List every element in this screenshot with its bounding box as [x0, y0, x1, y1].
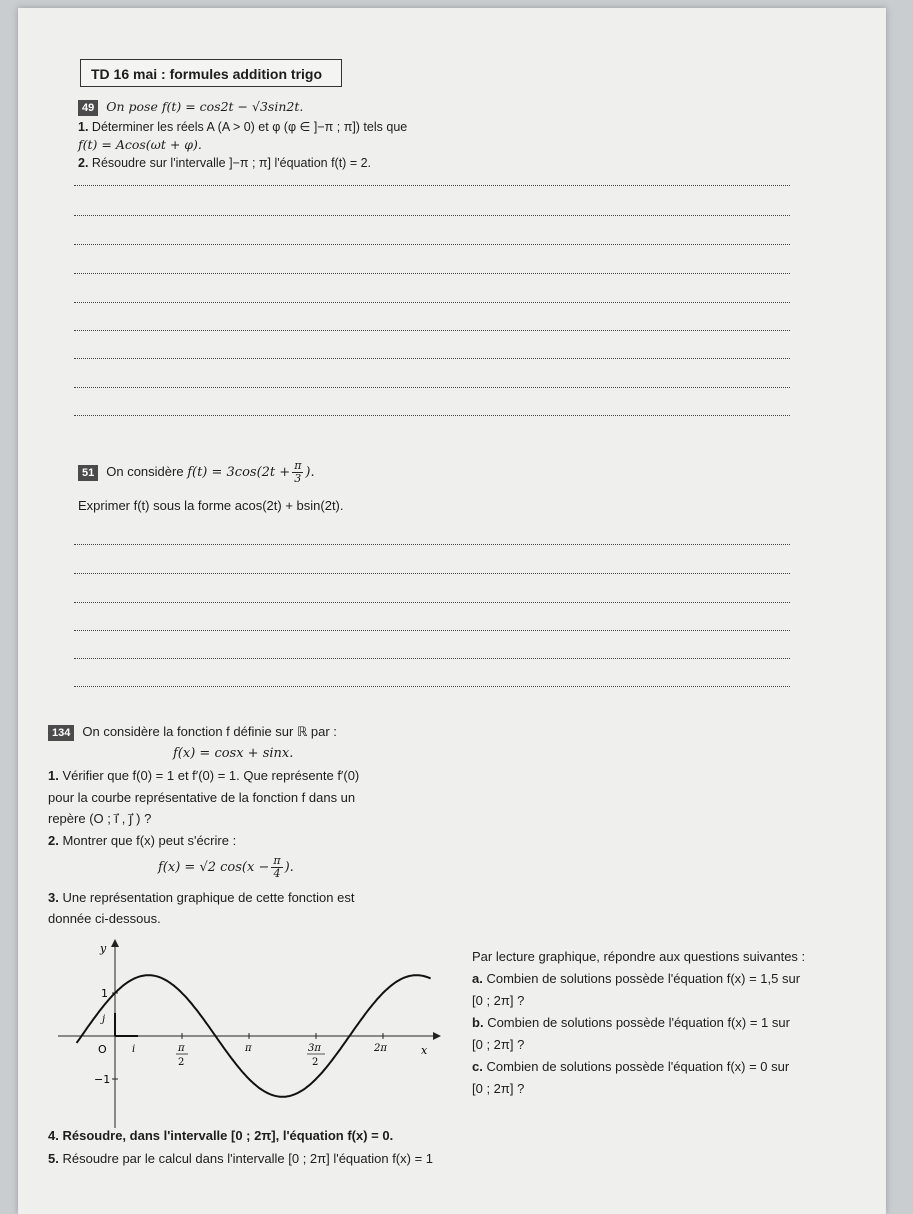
ex134-q2-text: Montrer que f(x) peut s'écrire : — [62, 833, 237, 848]
answer-line — [74, 686, 790, 687]
y-tick-m1-label: −1 — [94, 1073, 111, 1086]
question-a-line — [472, 968, 872, 990]
ex134-q2-formula-b: ). — [284, 860, 294, 875]
ex49-q2-label: 2. — [78, 156, 89, 170]
question-b-interval: [0 ; 2π] ? — [472, 1037, 525, 1052]
ex134-q1-text-a: Vérifier que f(0) = 1 et f′(0) = 1. Que représente f′(0) — [62, 768, 360, 783]
function-graph — [58, 933, 478, 1133]
origin-label: O — [98, 1043, 107, 1056]
answer-line — [74, 630, 790, 631]
answer-line — [74, 415, 790, 416]
worksheet-page — [18, 8, 886, 1214]
ex51-frac-den: 3 — [294, 472, 302, 486]
x-axis-arrow — [433, 1032, 441, 1040]
ex134-intro-line — [48, 724, 337, 741]
question-b-label: b. — [472, 1015, 484, 1030]
x-tick-pi2-den: 2 — [178, 1057, 185, 1068]
ex134-q4-text: Résoudre, dans l'intervalle [0 ; 2π], l'équation f(x) = 0. — [62, 1128, 394, 1143]
ex134-q2-formula-a: f(x) = √2 cos(x − — [158, 860, 270, 875]
x-tick-pi-label: π — [245, 1043, 252, 1054]
ex134-q2-frac-num: π — [273, 854, 281, 868]
ex51-fraction — [292, 460, 303, 485]
answer-line — [74, 358, 790, 359]
answer-line — [74, 387, 790, 388]
x-tick-3pi2-den: 2 — [312, 1057, 319, 1068]
ex134-q2-frac-den: 4 — [273, 867, 281, 881]
j-label: j — [102, 1014, 106, 1025]
question-a-interval: [0 ; 2π] ? — [472, 993, 525, 1008]
x-tick-3pi2-num: 3π — [308, 1043, 321, 1054]
graph-questions — [472, 946, 872, 1100]
question-b-text: Combien de solutions possède l'équation f(x) = 1 sur — [487, 1015, 790, 1030]
ex134-number-badge: 134 — [48, 725, 74, 741]
ex134-q2-line — [48, 833, 236, 849]
question-c-text: Combien de solutions possède l'équation f(x) = 0 sur — [486, 1059, 790, 1074]
answer-line — [74, 658, 790, 659]
ex134-q1-line-a — [48, 768, 359, 784]
x-tick-pi2-num: π — [178, 1043, 185, 1054]
question-c-label: c. — [472, 1059, 483, 1074]
x-tick-2pi-label: 2π — [374, 1043, 387, 1054]
i-label: i — [132, 1044, 136, 1055]
ex134-q2-formula — [158, 854, 294, 881]
question-c-line — [472, 1056, 872, 1078]
answer-line — [74, 573, 790, 574]
ex134-q3-label: 3. — [48, 890, 59, 905]
ex49-q2-text: Résoudre sur l'intervalle ]−π ; π] l'équation f(t) = 2. — [91, 156, 372, 170]
x-axis-label: x — [421, 1044, 428, 1057]
answer-line — [74, 544, 790, 545]
question-c-interval: [0 ; 2π] ? — [472, 1081, 525, 1096]
ex51-formula-b: ). — [305, 465, 315, 480]
ex51-frac-num: π — [294, 459, 302, 473]
answer-line — [74, 330, 790, 331]
y-tick-1-label: 1 — [101, 987, 108, 1000]
question-b-line — [472, 1012, 872, 1034]
ex134-q5-label: 5. — [48, 1151, 59, 1166]
answer-line — [74, 185, 790, 186]
ex134-q2-label: 2. — [48, 833, 59, 848]
y-axis-arrow — [111, 939, 119, 947]
ex134-q1-label: 1. — [48, 768, 59, 783]
ex51-intro-text: On considère — [106, 464, 184, 479]
ex51-number-badge: 51 — [78, 465, 98, 481]
ex134-definition: f(x) = cosx + sinx. — [173, 746, 294, 761]
ex134-q5-text: Résoudre par le calcul dans l'intervalle [0 ; 2π] l'équation f(x) = 1 — [62, 1151, 434, 1166]
answer-line — [74, 215, 790, 216]
ex51-formula-a: f(t) = 3cos(2t + — [187, 465, 291, 480]
ex51-instruction: Exprimer f(t) sous la forme acos(2t) + bsin(2t). — [78, 498, 344, 513]
ex134-q4-label: 4. — [48, 1128, 59, 1143]
answer-line — [74, 273, 790, 274]
question-a-label: a. — [472, 971, 483, 986]
ex134-q3-text-a: Une représentation graphique de cette fonction est — [62, 890, 355, 905]
y-axis-label: y — [100, 942, 107, 955]
ex51-intro-line — [78, 460, 315, 485]
graph-questions-intro: Par lecture graphique, répondre aux questions suivantes : — [472, 949, 806, 964]
answer-line — [74, 302, 790, 303]
ex49-q1-label: 1. — [78, 120, 89, 134]
answer-line — [74, 602, 790, 603]
ex134-q1-line-c: repère (O ; i⃗ , j⃗ ) ? — [48, 811, 152, 826]
ex134-q5-line — [48, 1151, 433, 1167]
ex49-q2 — [78, 155, 371, 171]
ex49-number-badge: 49 — [78, 100, 98, 116]
ex134-q2-fraction — [271, 855, 282, 880]
ex134-q4-line — [48, 1128, 393, 1144]
ex49-intro: On pose f(t) = cos2t − √3sin2t. — [106, 99, 304, 114]
ex49-q1 — [78, 119, 407, 135]
ex134-q1-line-b: pour la courbe représentative de la fonction f dans un — [48, 790, 356, 805]
question-a-text: Combien de solutions possède l'équation f(x) = 1,5 sur — [486, 971, 801, 986]
ex134-q3-line-a — [48, 890, 354, 906]
ex134-intro: On considère la fonction f définie sur ℝ par : — [82, 724, 337, 739]
ex49-intro-line — [78, 99, 303, 116]
ex134-q3-line-b: donnée ci-dessous. — [48, 911, 161, 926]
page-title: TD 16 mai : formules addition trigo — [80, 59, 342, 87]
ex49-q1-formula: f(t) = Acos(ωt + φ). — [78, 137, 202, 152]
answer-line — [74, 244, 790, 245]
ex49-q1-text: Déterminer les réels A (A > 0) et φ (φ ∈ ]−π ; π]) tels que — [91, 120, 408, 134]
